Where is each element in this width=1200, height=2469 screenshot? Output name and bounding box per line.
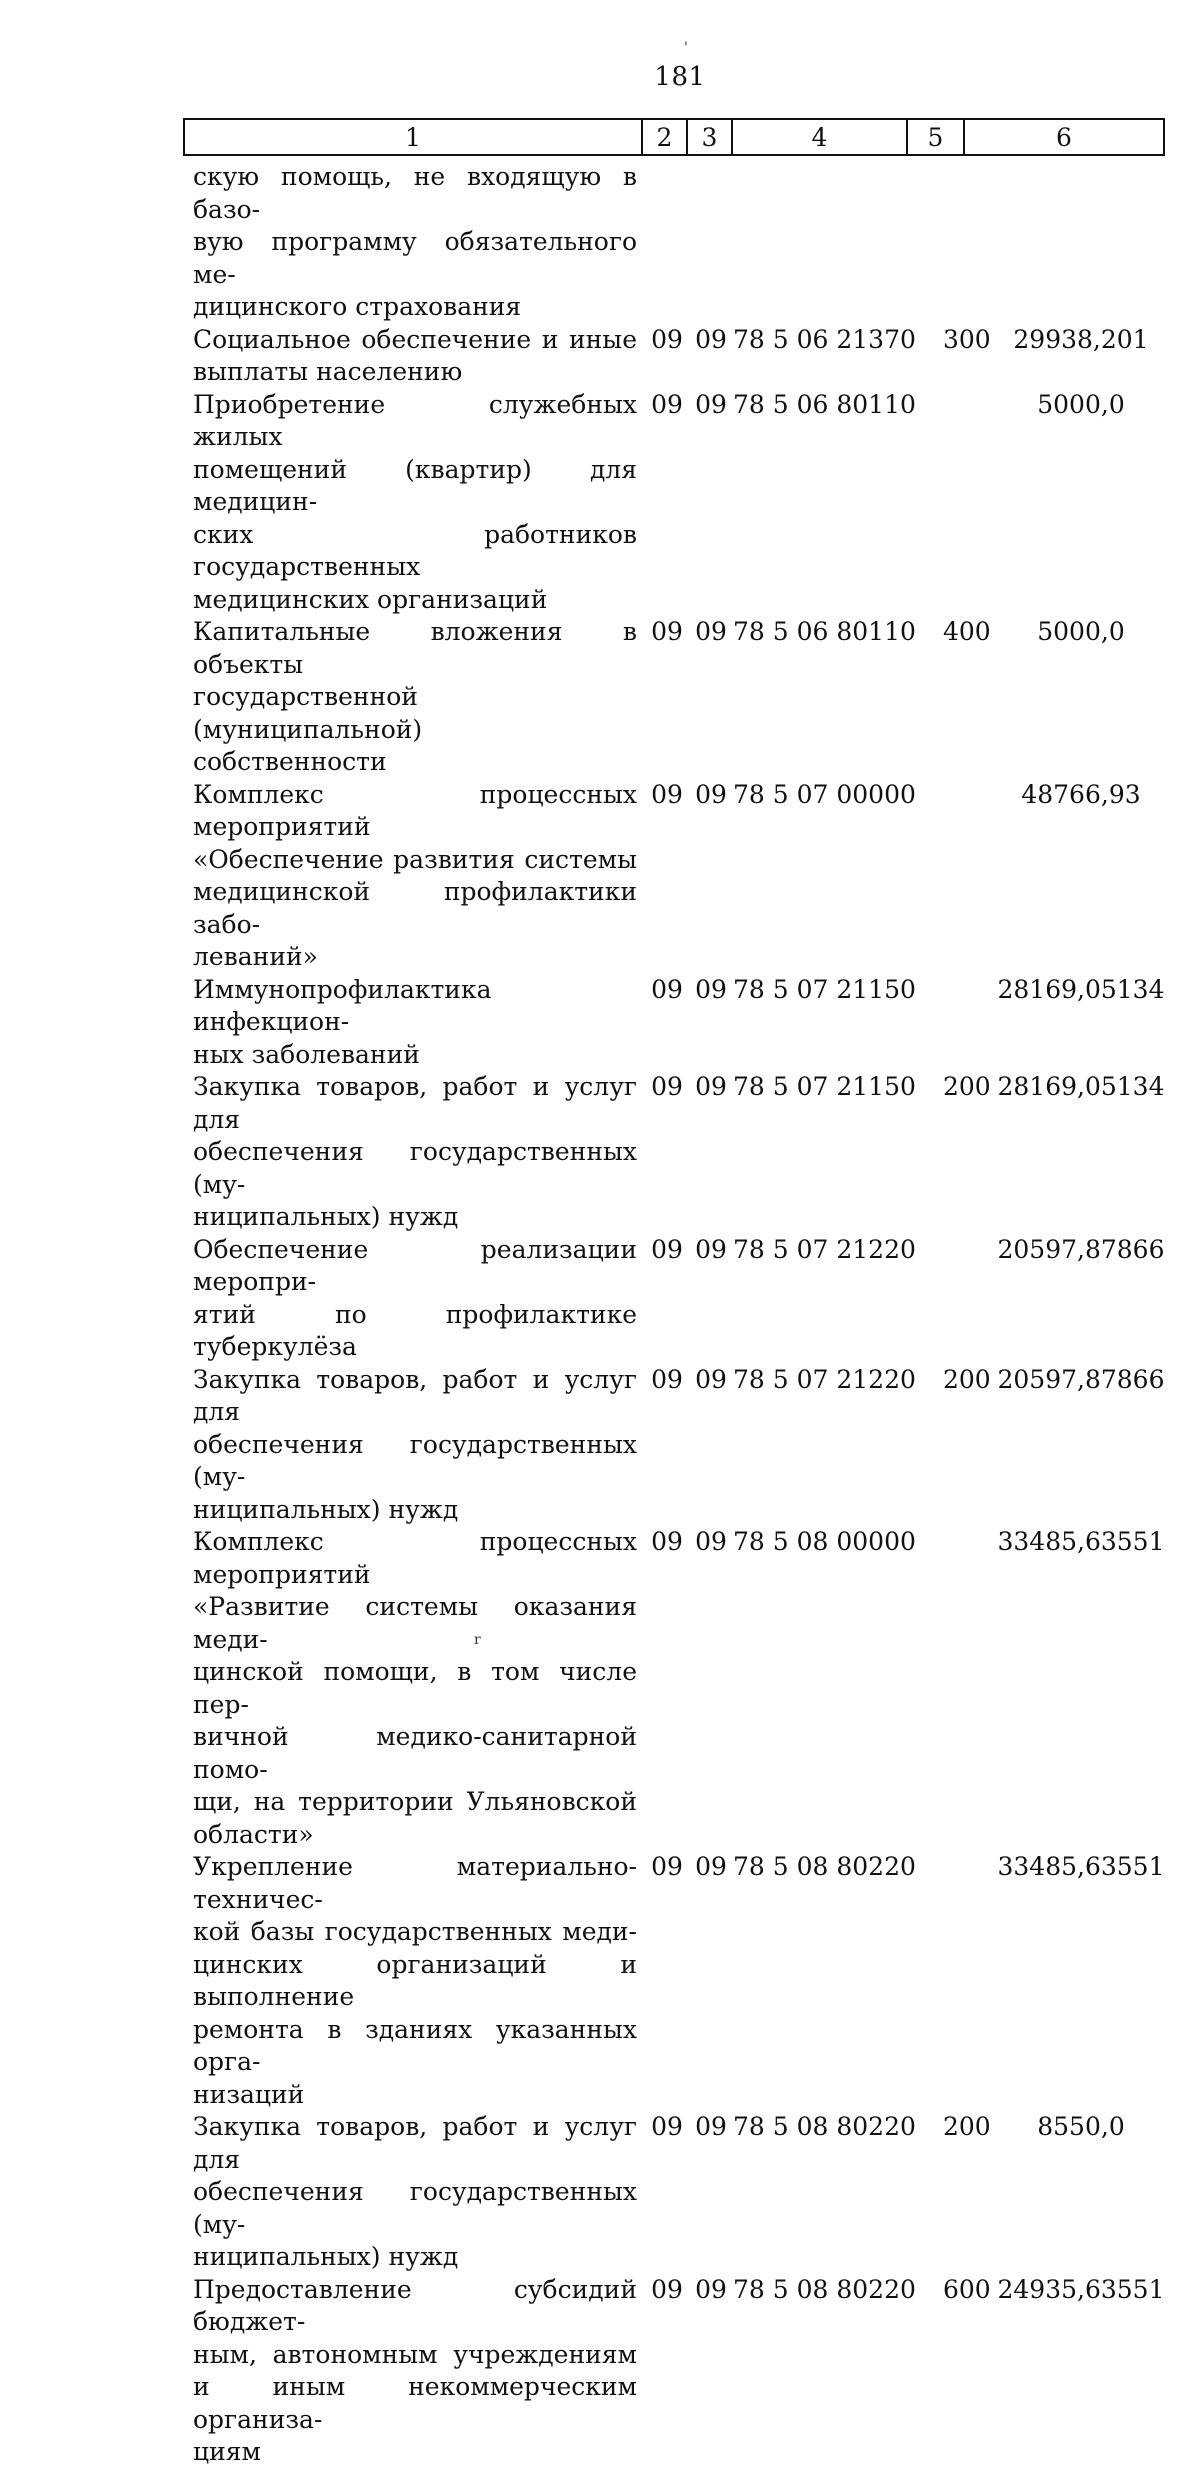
target-article-code (733, 161, 943, 324)
description-line: области» (193, 1819, 314, 1849)
table-body (193, 161, 1173, 2469)
subsection-code (689, 161, 733, 324)
amount-value: 8550,0 (1037, 2112, 1125, 2141)
expense-type-code: 300 (943, 324, 991, 354)
row-description (193, 389, 637, 617)
section-code: 09 (651, 1234, 683, 1264)
description-line: ниципальных) нужд (193, 1494, 459, 1524)
description-line: медицинской профилактики забо- (193, 877, 637, 939)
description-line: кой базы государственных меди- (193, 1917, 637, 1946)
header-col-5: 5 (908, 120, 965, 154)
subsection-code: 09 (695, 1527, 727, 1556)
expense-type-code (943, 1526, 991, 1851)
description-line: скую помощь, не входящую в базо- (193, 162, 637, 224)
row-description (193, 161, 637, 324)
description-line: государственной (муниципальной) (193, 682, 423, 744)
scan-speck: ' (684, 40, 688, 56)
description-line: ятий по профилактике туберкулёза (193, 1299, 637, 1361)
description-line: циям (193, 2437, 261, 2466)
target-article-code: 78 5 06 80110 (733, 389, 916, 419)
description-line: вую программу обязательного ме- (193, 227, 637, 289)
amount-value: 28169,05134 (997, 1072, 1165, 1101)
section-code: 09 (651, 1364, 683, 1394)
target-article-code: 78 5 07 21150 (733, 974, 916, 1004)
table-row (193, 389, 1173, 617)
table-row (193, 779, 1173, 974)
section-code: 09 (651, 2112, 683, 2141)
amount-value: 20597,87866 (997, 1234, 1165, 1264)
subsection-code: 09 (695, 779, 727, 809)
expense-type-code: 200 (943, 1364, 991, 1394)
subsection-code: 09 (695, 974, 727, 1004)
amount-value: 28169,05134 (997, 974, 1165, 1004)
table-row (193, 2274, 1173, 2469)
expense-type-code (943, 779, 991, 974)
table-row (193, 1234, 1173, 1364)
subsection-code: 09 (695, 1072, 727, 1101)
header-col-6: 6 (1056, 122, 1072, 152)
row-description (193, 779, 637, 974)
row-description (193, 2111, 637, 2274)
description-line: ных заболеваний (193, 1039, 420, 1069)
expense-type-code (943, 161, 991, 324)
description-line: Социальное обеспечение и иные (193, 324, 637, 354)
subsection-code: 09 (695, 1852, 727, 1881)
description-line: ских работников государственных (193, 519, 637, 581)
description-line: щи, на территории Ульяновской (193, 1787, 637, 1816)
description-line: ным, автономным учреждениям (193, 2339, 637, 2369)
expense-type-code (943, 1851, 991, 2111)
description-line: Комплекс процессных мероприятий (193, 1527, 637, 1589)
section-code: 09 (651, 1527, 683, 1556)
table-row (193, 324, 1173, 389)
description-line: помещений (квартир) для медицин- (193, 454, 637, 516)
subsection-code: 09 (695, 617, 727, 646)
amount-value: 33485,63551 (997, 1852, 1165, 1881)
table-row (193, 1071, 1173, 1234)
section-code: 09 (651, 2274, 683, 2304)
section-code (645, 161, 689, 324)
expense-type-code: 200 (943, 2112, 991, 2141)
row-description (193, 1364, 637, 1527)
page-number: 181 (654, 62, 706, 92)
target-article-code: 78 5 07 21150 (733, 1072, 916, 1101)
row-description (193, 2274, 637, 2469)
description-line: Приобретение служебных жилых (193, 389, 637, 451)
subsection-code: 09 (695, 2274, 727, 2304)
row-description (193, 616, 637, 779)
expense-type-code (943, 1234, 991, 1364)
scan-speck: r (474, 1632, 481, 1648)
expense-type-code: 600 (943, 2274, 991, 2304)
description-line: леваний» (193, 942, 318, 971)
row-description (193, 1071, 637, 1234)
amount-value: 29938,201 (1013, 324, 1149, 354)
target-article-code: 78 5 08 80220 (733, 2274, 916, 2304)
description-line: ниципальных) нужд (193, 1202, 459, 1231)
header-col-4: 4 (733, 120, 908, 154)
target-article-code: 78 5 08 80220 (733, 2112, 916, 2141)
section-code: 09 (651, 1852, 683, 1881)
description-line: обеспечения государственных (му- (193, 2177, 637, 2239)
description-line: «Развитие системы оказания меди- (193, 1592, 637, 1654)
amount-value: 48766,93 (1021, 779, 1141, 809)
description-line: дицинского страхования (193, 292, 522, 321)
target-article-code: 78 5 08 00000 (733, 1527, 916, 1556)
table-row (193, 616, 1173, 779)
target-article-code: 78 5 07 21220 (733, 1234, 916, 1264)
section-code: 09 (651, 324, 683, 354)
description-line: низаций (193, 2079, 305, 2109)
description-line: Иммунопрофилактика инфекцион- (193, 974, 492, 1036)
target-article-code: 78 5 08 80220 (733, 1852, 916, 1881)
row-description (193, 324, 637, 389)
amount-value: 20597,87866 (997, 1364, 1165, 1394)
subsection-code: 09 (695, 389, 727, 419)
description-line: цинской помощи, в том числе пер- (193, 1657, 637, 1719)
table-row (193, 1364, 1173, 1527)
description-line: Предоставление субсидий бюджет- (193, 2274, 637, 2336)
description-line: ниципальных) нужд (193, 2242, 459, 2271)
subsection-code: 09 (695, 324, 727, 354)
description-line: Укрепление материально-техничес- (193, 1852, 637, 1914)
amount-value (991, 161, 1171, 324)
description-line: Закупка товаров, работ и услуг для (193, 2112, 637, 2174)
description-line: и иным некоммерческим организа- (193, 2372, 637, 2434)
subsection-code: 09 (695, 1364, 727, 1394)
target-article-code: 78 5 06 80110 (733, 617, 916, 646)
section-code: 09 (651, 779, 683, 809)
subsection-code: 09 (695, 1234, 727, 1264)
expense-type-code (943, 389, 991, 617)
section-code: 09 (651, 1072, 683, 1101)
header-col-2: 2 (643, 120, 688, 154)
target-article-code: 78 5 07 00000 (733, 779, 916, 809)
amount-value: 24935,63551 (997, 2274, 1165, 2304)
description-line: собственности (193, 747, 387, 776)
expense-type-code: 400 (943, 617, 991, 646)
description-line: Закупка товаров, работ и услуг для (193, 1364, 637, 1426)
target-article-code: 78 5 06 21370 (733, 324, 916, 354)
row-description (193, 1526, 637, 1851)
table-row (193, 1526, 1173, 1851)
row-description (193, 974, 637, 1072)
expense-type-code: 200 (943, 1072, 991, 1101)
description-line: ремонта в зданиях указанных орга- (193, 2014, 637, 2076)
section-code: 09 (651, 617, 683, 646)
amount-value: 5000,0 (1037, 617, 1125, 646)
table-row (193, 1851, 1173, 2111)
table-row (193, 974, 1173, 1072)
table-row (193, 161, 1173, 324)
target-article-code: 78 5 07 21220 (733, 1364, 916, 1394)
section-code: 09 (651, 389, 683, 419)
description-line: обеспечения государственных (му- (193, 1429, 637, 1491)
description-line: Обеспечение реализации меропри- (193, 1234, 637, 1296)
description-line: цинских организаций и выполнение (193, 1949, 637, 2011)
expense-type-code (943, 974, 991, 1072)
description-line: Капитальные вложения в объекты (193, 617, 637, 679)
table-header (183, 118, 1165, 156)
description-line: медицинских организаций (193, 584, 548, 614)
description-line: Комплекс процессных мероприятий (193, 779, 637, 841)
description-line: обеспечения государственных (му- (193, 1137, 637, 1199)
table-row (193, 2111, 1173, 2274)
amount-value: 33485,63551 (997, 1527, 1165, 1556)
header-col-1: 1 (185, 120, 643, 154)
row-description (193, 1234, 637, 1364)
amount-value: 5000,0 (1037, 389, 1125, 419)
description-line: «Обеспечение развития системы (193, 844, 637, 874)
description-line: вичной медико-санитарной помо- (193, 1722, 637, 1784)
row-description (193, 1851, 637, 2111)
description-line: выплаты населению (193, 357, 463, 386)
description-line: Закупка товаров, работ и услуг для (193, 1072, 637, 1134)
header-col-3: 3 (688, 120, 733, 154)
section-code: 09 (651, 974, 683, 1004)
subsection-code: 09 (695, 2112, 727, 2141)
